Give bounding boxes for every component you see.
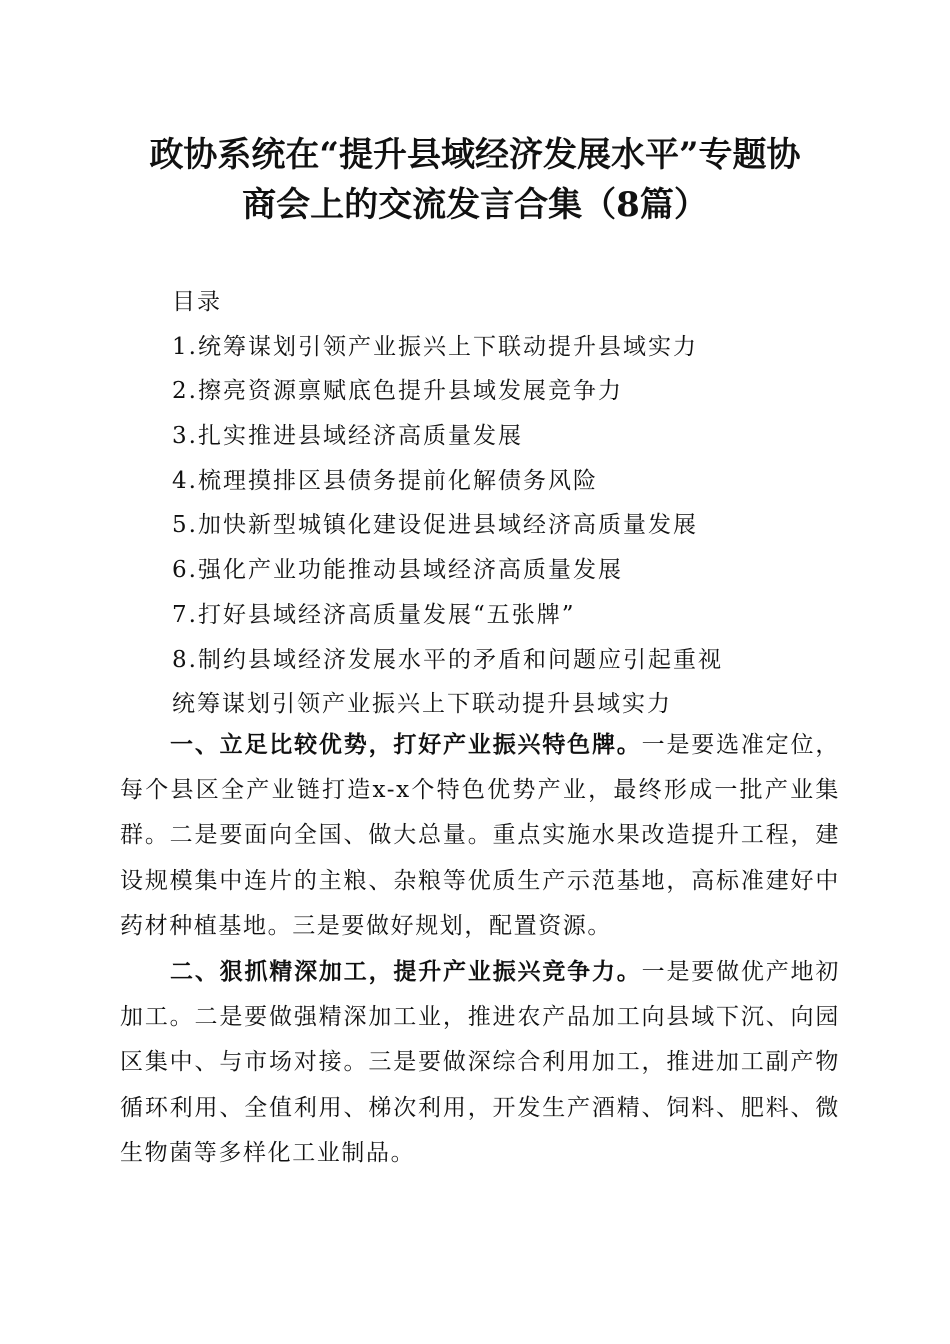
body-text bbox=[120, 722, 840, 1176]
toc-item: 6.强化产业功能推动县域经济高质量发展 bbox=[172, 557, 623, 584]
toc-item: 8.制约县域经济发展水平的矛盾和问题应引起重视 bbox=[172, 646, 723, 673]
document-title bbox=[100, 130, 850, 230]
title-line-2: 商会上的交流发言合集（8篇） bbox=[242, 185, 708, 225]
toc-heading: 目录 bbox=[172, 289, 222, 315]
paragraph-text: 一是要做优产地初加工。二是要做强精深加工业，推进农产品加工向县域下沉、向园区集中、与市场对接。三是要做深综合利用加工，推进加工副产物循环利用、全值利用、梯次利用，开发生产酒精、饲料、肥料、微生物菌等多样化工业制品。 bbox=[120, 959, 840, 1166]
section-title: 统筹谋划引领产业振兴上下联动提升县域实力 bbox=[172, 691, 672, 718]
toc-item: 1.统筹谋划引领产业振兴上下联动提升县域实力 bbox=[172, 333, 698, 360]
toc-item: 5.加快新型城镇化建设促进县域经济高质量发展 bbox=[172, 512, 698, 539]
paragraph-text: 一是要选准定位，每个县区全产业链打造x-x个特色优势产业，最终形成一批产业集群。二是要面向全国、做大总量。重点实施水果改造提升工程，建设规模集中连片的主粮、杂粮等优质生产示范基地，高标准建好中药材种植基地。三是要做好规划，配置资源。 bbox=[120, 732, 840, 939]
toc-item: 7.打好县域经济高质量发展“五张牌” bbox=[172, 601, 576, 628]
title-line-1: 政协系统在“提升县域经济发展水平”专题协 bbox=[149, 135, 801, 175]
paragraph bbox=[120, 949, 840, 1176]
paragraph-lead: 一、立足比较优势，打好产业振兴特色牌。 bbox=[170, 731, 642, 758]
paragraph bbox=[120, 722, 840, 949]
paragraph-lead: 二、狠抓精深加工，提升产业振兴竞争力。 bbox=[170, 958, 642, 986]
table-of-contents bbox=[172, 280, 872, 727]
toc-item: 2.擦亮资源禀赋底色提升县域发展竞争力 bbox=[172, 378, 623, 405]
toc-item: 4.梳理摸排区县债务提前化解债务风险 bbox=[172, 467, 598, 494]
toc-item: 3.扎实推进县域经济高质量发展 bbox=[172, 423, 523, 450]
